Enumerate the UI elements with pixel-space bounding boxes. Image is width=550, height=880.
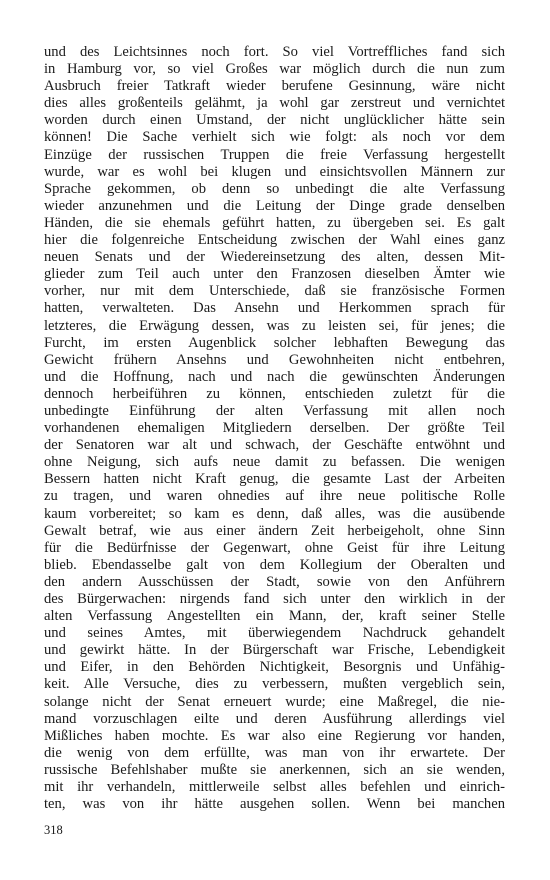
text-line: Einzüge der russischen Truppen die freie Verfassung hergestellt [44, 146, 505, 163]
text-line: zu tragen, und waren ohnedies auf ihre neue politische Rolle [44, 488, 505, 505]
text-line: und Eifer, in den Behörden Nichtigkeit, Besorgnis und Unfähig- [44, 659, 505, 676]
text-line: den andern Ausschüssen der Stadt, sowie von den Anführern [44, 573, 505, 590]
text-line: und seines Amtes, mit überwiegendem Nachdruck gehandelt [44, 625, 505, 642]
text-line: neuen Senats und der Wiedereinsetzung des alten, dessen Mit- [44, 249, 505, 266]
text-line: des Bürgerwachen: nirgends fand sich unter den wirklich in der [44, 591, 505, 607]
text-line: und die Hoffnung, nach und nach die gewünschten Änderungen [44, 368, 505, 385]
text-line: solange nicht der Senat erneuert wurde; eine Maßregel, die nie- [44, 693, 505, 710]
page-body [44, 44, 505, 813]
text-line: letzteres, die Erwägung dessen, was zu leisten sei, für jenes; die [44, 317, 505, 334]
text-line: in Hamburg vor, so viel Großes war möglich durch die nun zum [44, 61, 505, 78]
text-line: mand vorzuschlagen eilte und deren Ausführung allerdings viel [44, 710, 505, 727]
text-line: dennoch herbeiführen zu können, entschieden zuletzt für die [44, 385, 505, 402]
text-line: keit. Alle Versuche, dies zu verbessern, mußten vergeblich sein, [44, 676, 505, 693]
text-line: Furcht, im ersten Augenblick solcher lebhaften Bewegung das [44, 334, 505, 351]
text-line: Bessern hatten nicht Kraft genug, die gesamte Last der Arbeiten [44, 471, 505, 488]
text-line: für die Bedürfnisse der Gegenwart, ohne Geist für ihre Leitung [44, 539, 505, 556]
text-line: russische Befehlshaber mußte sie anerkennen, sich an sie wenden, [44, 761, 505, 778]
text-line: die wenig von dem erfüllte, was man von ihr erwartete. Der [44, 744, 505, 761]
text-line: worden durch einen Umstand, der nicht unglücklicher hätte sein [44, 112, 505, 129]
text-line: wurde, war es wohl bei klugen und einsichtsvollen Männern zur [44, 163, 505, 180]
text-line: vorher, nur mit dem Unterschiede, daß sie französische Formen [44, 283, 505, 300]
text-line: und gewirkt hätte. In der Bürgerschaft war Frische, Lebendigkeit [44, 642, 505, 659]
text-line: Gewicht frühern Ansehns und Gewohnheiten nicht entbehren, [44, 351, 505, 368]
text-line: glieder zum Teil auch unter den Franzosen dieselben Ämter wie [44, 266, 505, 283]
text-line: alten Verfassung Angestellten ein Mann, der, kraft seiner Stelle [44, 608, 505, 625]
text-line: Mißliches haben mochte. Es war also eine Regierung vor handen, [44, 727, 505, 744]
text-line: unbedingte Einführung der alten Verfassung mit allen noch [44, 402, 505, 419]
text-line: kaum vorbereitet; so kam es denn, daß alles, was die ausübende [44, 505, 505, 522]
text-line: Händen, die sie ehemals geführt hatten, zu übergeben sei. Es galt [44, 214, 505, 231]
text-line: ohne Neigung, sich aufs neue damit zu befassen. Die wenigen [44, 454, 505, 471]
text-line: und des Leichtsinnes noch fort. So viel Vortreffliches fand sich [44, 44, 505, 60]
text-line: der Senatoren war alt und schwach, der Geschäfte entwöhnt und [44, 437, 505, 454]
text-line: Gewalt betraf, wie aus einer ändern Zeit herbeigeholt, ohne Sinn [44, 522, 505, 539]
text-line: wieder anzunehmen und die Leitung der Dinge grade denselben [44, 197, 505, 214]
text-line: Sprache gekommen, ob denn so unbedingt die alte Verfassung [44, 180, 505, 197]
page-number: 318 [44, 823, 63, 837]
text-line: dies alles großenteils gelähmt, ja wohl gar zerstreut und vernichtet [44, 95, 505, 112]
text-line: hier die folgenreiche Entscheidung zwischen der Wahl eines ganz [44, 232, 505, 249]
text-line: Ausbruch freier Tatkraft wieder berufene Gesinnung, wäre nicht [44, 78, 505, 95]
text-line: ten, was von ihr hätte ausgehen sollen. Wenn bei manchen [44, 796, 505, 813]
text-line: mit ihr verhandeln, mittlerweile selbst alles befehlen und einrich- [44, 779, 505, 796]
text-line: vorhandenen ehemaligen Mitgliedern derselben. Der größte Teil [44, 420, 505, 437]
text-line: können! Die Sache verhielt sich wie folgt: als noch vor dem [44, 129, 505, 146]
text-line: hatten, verwalteten. Das Ansehn und Herkommen sprach für [44, 300, 505, 317]
text-line: blieb. Ebendasselbe galt von dem Kollegium der Oberalten und [44, 556, 505, 573]
